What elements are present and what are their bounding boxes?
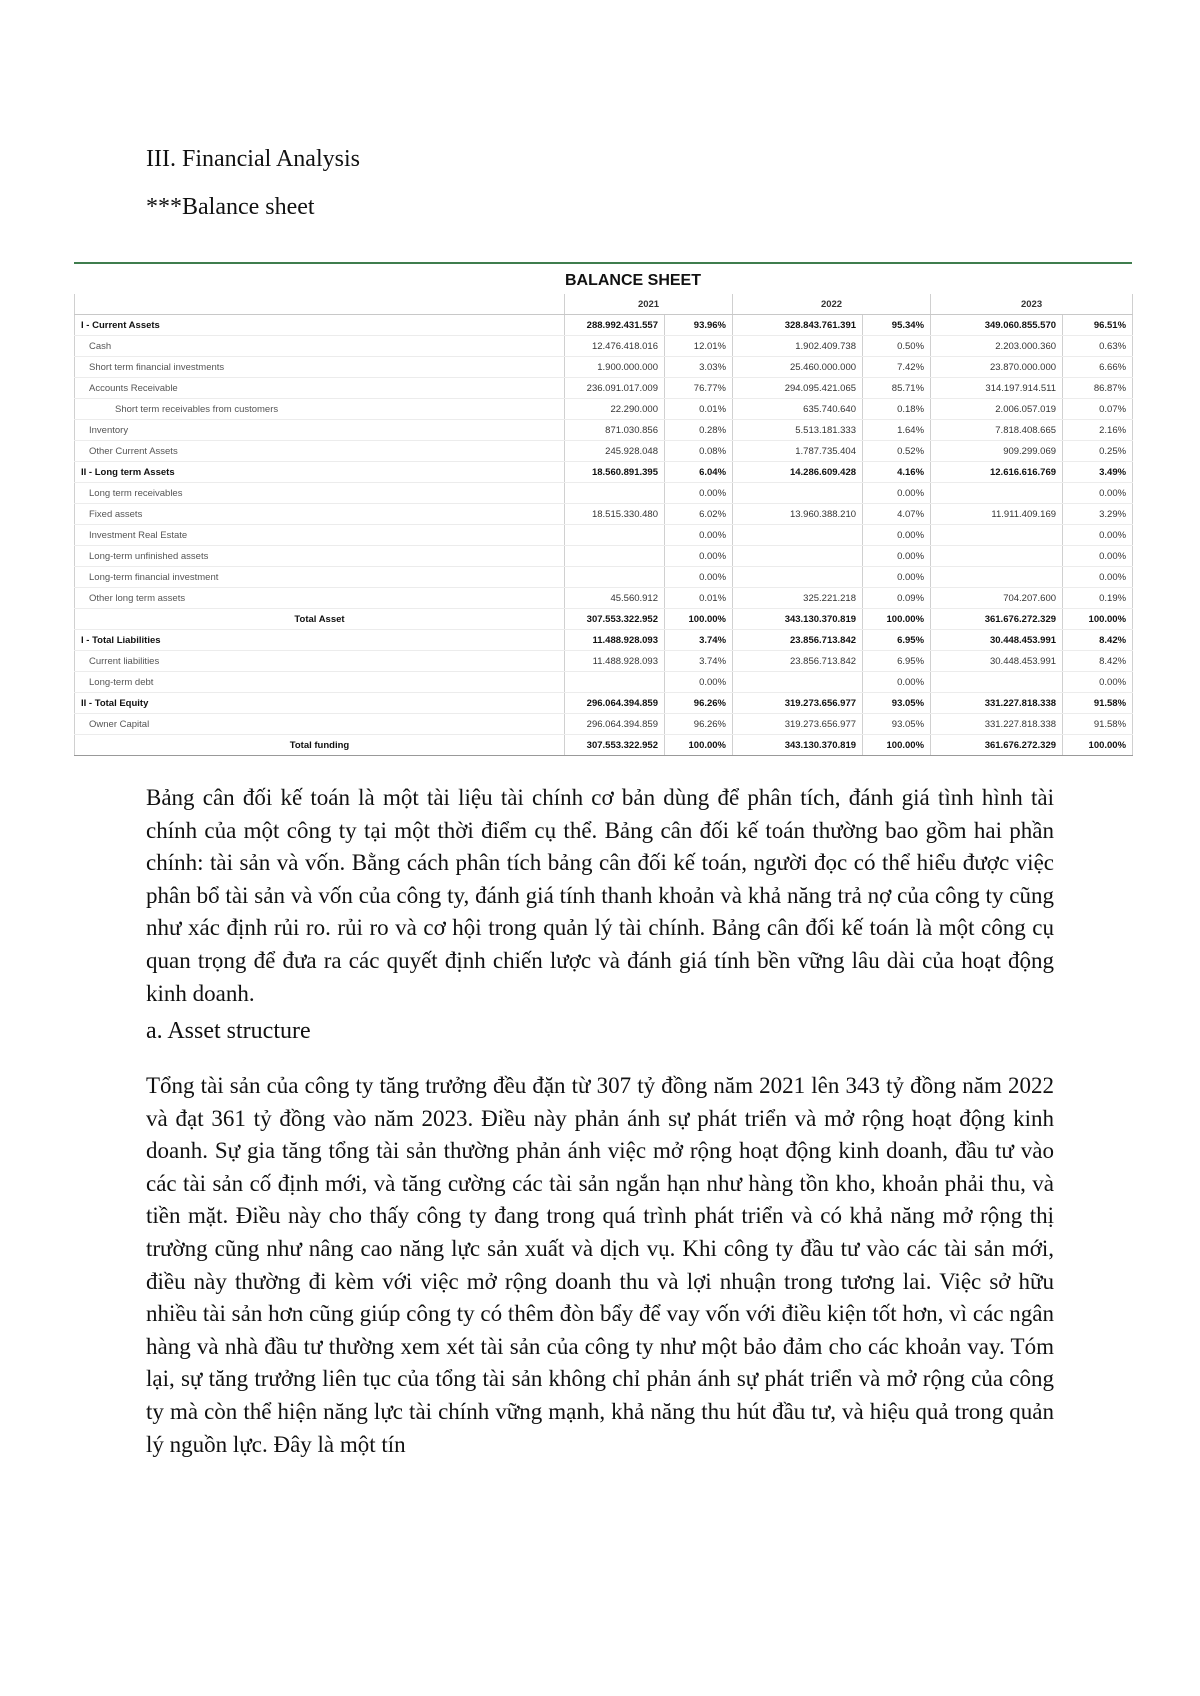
value-2022: 294.095.421.065 (733, 378, 863, 399)
percent-2022: 93.05% (863, 714, 931, 735)
percent-2023: 0.00% (1063, 525, 1133, 546)
percent-2023: 91.58% (1063, 693, 1133, 714)
value-2021: 871.030.856 (565, 420, 665, 441)
percent-2022: 0.00% (863, 525, 931, 546)
percent-2021: 0.00% (665, 567, 733, 588)
table-row (75, 525, 1133, 546)
row-label: Cash (75, 336, 565, 357)
row-label: II - Total Equity (75, 693, 565, 714)
subsection-heading: ***Balance sheet (146, 194, 315, 220)
table-row (75, 420, 1133, 441)
percent-2023: 0.63% (1063, 336, 1133, 357)
percent-2021: 6.02% (665, 504, 733, 525)
row-label: Current liabilities (75, 651, 565, 672)
table-row (75, 399, 1133, 420)
percent-2023: 3.49% (1063, 462, 1133, 483)
row-label: Short term receivables from customers (75, 399, 565, 420)
row-label: Total Asset (75, 609, 565, 630)
value-2021: 45.560.912 (565, 588, 665, 609)
row-label: Other long term assets (75, 588, 565, 609)
percent-2021: 0.00% (665, 525, 733, 546)
row-label: Long-term unfinished assets (75, 546, 565, 567)
percent-2023: 8.42% (1063, 630, 1133, 651)
value-2022: 319.273.656.977 (733, 714, 863, 735)
percent-2022: 0.00% (863, 546, 931, 567)
percent-2022: 0.50% (863, 336, 931, 357)
value-2023: 331.227.818.338 (931, 693, 1063, 714)
percent-2023: 3.29% (1063, 504, 1133, 525)
table-row (75, 714, 1133, 735)
percent-2021: 0.28% (665, 420, 733, 441)
row-label: Fixed assets (75, 504, 565, 525)
percent-2023: 2.16% (1063, 420, 1133, 441)
table-row (75, 357, 1133, 378)
percent-2021: 0.00% (665, 483, 733, 504)
percent-2021: 0.08% (665, 441, 733, 462)
table-row (75, 672, 1133, 693)
percent-2022: 7.42% (863, 357, 931, 378)
table-row (75, 462, 1133, 483)
value-2022: 319.273.656.977 (733, 693, 863, 714)
value-2021 (565, 546, 665, 567)
value-2021 (565, 567, 665, 588)
table-row (75, 693, 1133, 714)
percent-2022: 1.64% (863, 420, 931, 441)
table-row (75, 315, 1133, 336)
value-2021: 1.900.000.000 (565, 357, 665, 378)
value-2021: 18.560.891.395 (565, 462, 665, 483)
table-row (75, 735, 1133, 756)
table-row (75, 546, 1133, 567)
percent-2023: 91.58% (1063, 714, 1133, 735)
section-heading: III. Financial Analysis (146, 146, 360, 172)
percent-2021: 12.01% (665, 336, 733, 357)
value-2023: 30.448.453.991 (931, 630, 1063, 651)
percent-2021: 100.00% (665, 609, 733, 630)
asset-structure-paragraph: Tổng tài sản của công ty tăng trưởng đều đặn từ 307 tỷ đồng năm 2021 lên 343 tỷ đồng năm 2022 và đạt 361 tỷ đồng vào năm 2023. Điều này phản ánh sự phát triển và mở rộng hoạt động kinh doanh. Sự gia tăng tổng tài sản thường phản ánh việc mở rộng hoạt động kinh doanh, đầu tư vào các tài sản cố định mới, và tăng cường các tài sản ngắn hạn như hàng tồn kho, khoản phải thu, và tiền mặt. Điều này cho thấy công ty đang trong quá trình phát triển và có khả năng mở rộng thị trường cũng như nâng cao năng lực sản xuất và dịch vụ. Khi công ty đầu tư vào các tài sản mới, điều này thường đi kèm với việc mở rộng doanh thu và lợi nhuận trong tương lai. Việc sở hữu nhiều tài sản hơn cũng giúp công ty có thêm đòn bẩy để vay vốn với điều kiện tốt hơn, vì các ngân hàng và nhà đầu tư thường xem xét tài sản của công ty như một bảo đảm cho các khoản vay. Tóm lại, sự tăng trưởng liên tục của tổng tài sản không chỉ phản ánh sự phát triển và mở rộng của công ty mà còn thể hiện năng lực tài chính vững mạnh, khả năng thu hút đầu tư, và hiệu quả trong quản lý nguồn lực. Đây là một tín (146, 1073, 1054, 1457)
percent-2022: 100.00% (863, 609, 931, 630)
percent-2021: 0.00% (665, 546, 733, 567)
value-2021: 11.488.928.093 (565, 651, 665, 672)
value-2023 (931, 672, 1063, 693)
percent-2022: 0.00% (863, 483, 931, 504)
percent-2023: 86.87% (1063, 378, 1133, 399)
row-label: II - Long term Assets (75, 462, 565, 483)
row-label: Owner Capital (75, 714, 565, 735)
value-2022: 343.130.370.819 (733, 735, 863, 756)
value-2023 (931, 483, 1063, 504)
asset-structure-heading: a. Asset structure (146, 1018, 311, 1044)
percent-2023: 96.51% (1063, 315, 1133, 336)
value-2023: 361.676.272.329 (931, 609, 1063, 630)
row-label: Long term receivables (75, 483, 565, 504)
table-row (75, 588, 1133, 609)
table-row (75, 630, 1133, 651)
percent-2023: 100.00% (1063, 609, 1133, 630)
value-2022 (733, 483, 863, 504)
value-2021: 288.992.431.557 (565, 315, 665, 336)
value-2022: 343.130.370.819 (733, 609, 863, 630)
balance-sheet-table (74, 294, 1133, 756)
row-label: I - Current Assets (75, 315, 565, 336)
intro-paragraph: Bảng cân đối kế toán là một tài liệu tài chính cơ bản dùng để phân tích, đánh giá tình hình tài chính của một công ty tại một thời điểm cụ thể. Bảng cân đối kế toán thường bao gồm hai phần chính: tài sản và vốn. Bằng cách phân tích bảng cân đối kế toán, người đọc có thể hiểu được việc phân bổ tài sản và vốn của công ty, đánh giá tính thanh khoản và khả năng trả nợ của công ty cũng như xác định rủi ro. rủi ro và cơ hội trong quản lý tài chính. Bảng cân đối kế toán là một công cụ quan trọng để đưa ra các quyết định chiến lược và đánh giá tính bền vững lâu dài của hoạt động kinh doanh. (146, 785, 1054, 1006)
percent-2023: 0.00% (1063, 546, 1133, 567)
percent-2022: 0.09% (863, 588, 931, 609)
value-2021: 12.476.418.016 (565, 336, 665, 357)
row-label: Inventory (75, 420, 565, 441)
percent-2023: 0.25% (1063, 441, 1133, 462)
percent-2022: 6.95% (863, 651, 931, 672)
row-label: Other Current Assets (75, 441, 565, 462)
percent-2022: 6.95% (863, 630, 931, 651)
balance-sheet-figure (74, 262, 1132, 756)
value-2021 (565, 483, 665, 504)
value-2021 (565, 672, 665, 693)
table-row (75, 441, 1133, 462)
percent-2021: 96.26% (665, 714, 733, 735)
year-header: 2022 (733, 294, 931, 315)
value-2022 (733, 567, 863, 588)
percent-2021: 0.01% (665, 588, 733, 609)
value-2023: 2.006.057.019 (931, 399, 1063, 420)
value-2023: 349.060.855.570 (931, 315, 1063, 336)
table-row (75, 336, 1133, 357)
value-2021: 22.290.000 (565, 399, 665, 420)
percent-2023: 0.00% (1063, 483, 1133, 504)
value-2022 (733, 672, 863, 693)
value-2023: 314.197.914.511 (931, 378, 1063, 399)
percent-2022: 0.00% (863, 567, 931, 588)
table-row (75, 378, 1133, 399)
value-2023: 331.227.818.338 (931, 714, 1063, 735)
percent-2023: 0.00% (1063, 567, 1133, 588)
percent-2021: 100.00% (665, 735, 733, 756)
percent-2022: 0.52% (863, 441, 931, 462)
value-2022 (733, 525, 863, 546)
value-2022: 635.740.640 (733, 399, 863, 420)
label-header-cell (75, 294, 565, 315)
value-2021: 236.091.017.009 (565, 378, 665, 399)
percent-2023: 0.07% (1063, 399, 1133, 420)
value-2021: 11.488.928.093 (565, 630, 665, 651)
percent-2023: 0.19% (1063, 588, 1133, 609)
value-2021: 307.553.322.952 (565, 609, 665, 630)
value-2022 (733, 546, 863, 567)
value-2022: 325.221.218 (733, 588, 863, 609)
value-2023 (931, 525, 1063, 546)
table-row (75, 651, 1133, 672)
value-2022: 1.787.735.404 (733, 441, 863, 462)
percent-2022: 4.16% (863, 462, 931, 483)
table-row (75, 504, 1133, 525)
percent-2021: 3.74% (665, 651, 733, 672)
percent-2021: 96.26% (665, 693, 733, 714)
value-2022: 328.843.761.391 (733, 315, 863, 336)
percent-2021: 0.00% (665, 672, 733, 693)
value-2023 (931, 546, 1063, 567)
percent-2023: 8.42% (1063, 651, 1133, 672)
year-header-row (75, 294, 1133, 315)
percent-2021: 76.77% (665, 378, 733, 399)
value-2022: 23.856.713.842 (733, 651, 863, 672)
percent-2022: 0.18% (863, 399, 931, 420)
value-2023 (931, 567, 1063, 588)
value-2022: 13.960.388.210 (733, 504, 863, 525)
value-2023: 7.818.408.665 (931, 420, 1063, 441)
value-2022: 1.902.409.738 (733, 336, 863, 357)
value-2023: 909.299.069 (931, 441, 1063, 462)
value-2021: 245.928.048 (565, 441, 665, 462)
percent-2022: 0.00% (863, 672, 931, 693)
value-2023: 23.870.000.000 (931, 357, 1063, 378)
value-2023: 361.676.272.329 (931, 735, 1063, 756)
year-header: 2023 (931, 294, 1133, 315)
row-label: Long-term debt (75, 672, 565, 693)
percent-2022: 100.00% (863, 735, 931, 756)
row-label: Short term financial investments (75, 357, 565, 378)
percent-2023: 6.66% (1063, 357, 1133, 378)
value-2021: 296.064.394.859 (565, 693, 665, 714)
percent-2021: 6.04% (665, 462, 733, 483)
balance-sheet-title: BALANCE SHEET (564, 272, 701, 289)
value-2021 (565, 525, 665, 546)
percent-2021: 3.03% (665, 357, 733, 378)
value-2021: 307.553.322.952 (565, 735, 665, 756)
row-label: Long-term financial investment (75, 567, 565, 588)
table-row (75, 609, 1133, 630)
row-label: I - Total Liabilities (75, 630, 565, 651)
value-2023: 11.911.409.169 (931, 504, 1063, 525)
value-2021: 18.515.330.480 (565, 504, 665, 525)
value-2022: 5.513.181.333 (733, 420, 863, 441)
value-2023: 2.203.000.360 (931, 336, 1063, 357)
table-row (75, 483, 1133, 504)
percent-2021: 0.01% (665, 399, 733, 420)
value-2023: 30.448.453.991 (931, 651, 1063, 672)
value-2022: 14.286.609.428 (733, 462, 863, 483)
value-2023: 704.207.600 (931, 588, 1063, 609)
year-header: 2021 (565, 294, 733, 315)
row-label: Total funding (75, 735, 565, 756)
value-2022: 23.856.713.842 (733, 630, 863, 651)
percent-2023: 100.00% (1063, 735, 1133, 756)
value-2023: 12.616.616.769 (931, 462, 1063, 483)
table-row (75, 567, 1133, 588)
percent-2022: 95.34% (863, 315, 931, 336)
percent-2023: 0.00% (1063, 672, 1133, 693)
value-2021: 296.064.394.859 (565, 714, 665, 735)
row-label: Accounts Receivable (75, 378, 565, 399)
value-2022: 25.460.000.000 (733, 357, 863, 378)
percent-2022: 4.07% (863, 504, 931, 525)
percent-2021: 3.74% (665, 630, 733, 651)
row-label: Investment Real Estate (75, 525, 565, 546)
percent-2021: 93.96% (665, 315, 733, 336)
percent-2022: 93.05% (863, 693, 931, 714)
percent-2022: 85.71% (863, 378, 931, 399)
